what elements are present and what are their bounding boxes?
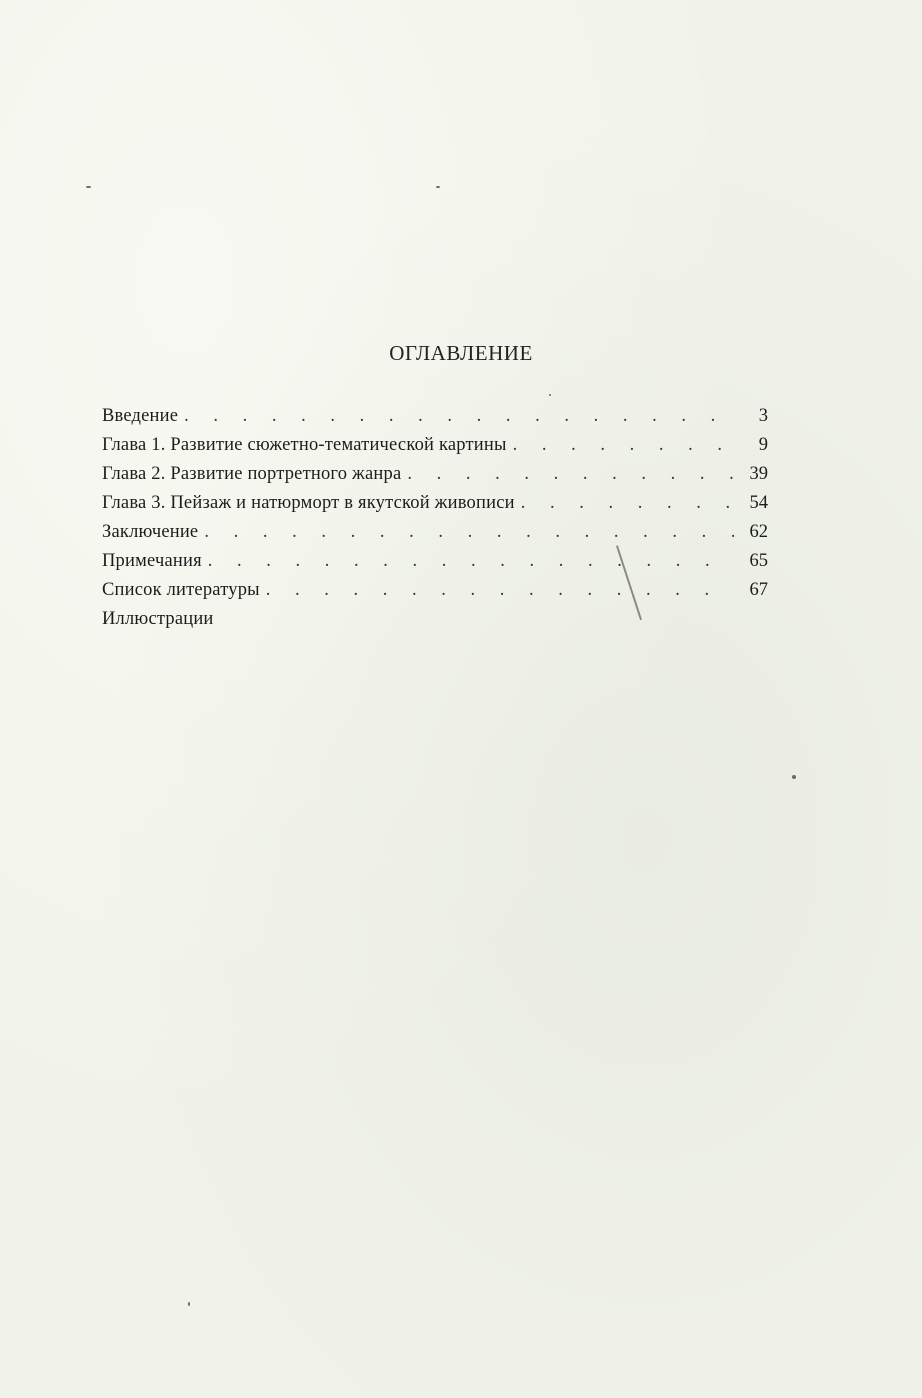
toc-entry-title: Примечания [102, 551, 202, 571]
dot-leader [407, 460, 734, 489]
toc-entry-title: Глава 1. Развитие сюжетно-тематической картины [102, 435, 507, 455]
toc-entry [102, 518, 768, 547]
toc-entry-page: 39 [749, 464, 768, 484]
toc-entry [102, 402, 768, 431]
paper-speck [86, 186, 91, 188]
toc-entry [102, 547, 768, 576]
table-of-contents [102, 402, 768, 634]
dot-leader [208, 547, 734, 576]
toc-entry [102, 576, 768, 605]
dot-leader [521, 489, 734, 518]
toc-entry-page: 9 [758, 435, 768, 455]
toc-entry-title: Список литературы [102, 580, 260, 600]
toc-entry-page: 62 [749, 522, 768, 542]
toc-entry [102, 489, 768, 518]
paper-speck [436, 186, 440, 188]
dot-leader [204, 518, 734, 547]
paper-speck [549, 394, 551, 396]
toc-entry-page: 67 [749, 580, 768, 600]
page-title: ОГЛАВЛЕНИЕ [389, 341, 533, 365]
toc-entry [102, 460, 768, 489]
toc-entry-title: Глава 2. Развитие портретного жанра [102, 464, 402, 484]
paper-speck [188, 1302, 190, 1306]
paper-speck [792, 775, 796, 779]
dot-leader [266, 576, 734, 605]
toc-entry-page: 65 [749, 551, 768, 571]
toc-entry-page: 54 [749, 493, 768, 513]
toc-entry-title: Заключение [102, 522, 199, 542]
toc-entry-page: 3 [758, 406, 768, 426]
toc-entry-title: Введение [102, 406, 179, 426]
toc-entry [102, 605, 768, 634]
toc-entry-title: Иллюстрации [102, 609, 214, 629]
toc-entry [102, 431, 768, 460]
dot-leader [184, 402, 734, 431]
dot-leader [513, 431, 734, 460]
toc-entry-title: Глава 3. Пейзаж и натюрморт в якутской живописи [102, 493, 515, 513]
